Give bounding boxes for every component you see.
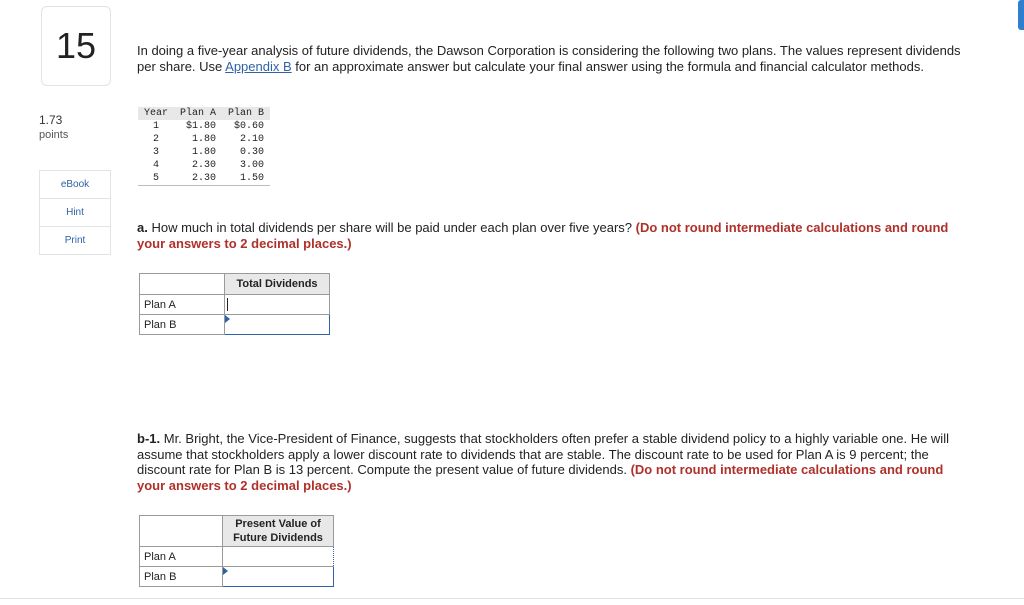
dividend-table-header <box>138 107 270 120</box>
part-a-question <box>137 220 972 251</box>
plan-b-total-cell <box>225 315 330 335</box>
table-row <box>138 146 270 159</box>
part-a-label: a. <box>137 220 148 235</box>
plan-a-cell: 1.80 <box>192 134 217 145</box>
year-cell: 2 <box>153 134 160 145</box>
hint-button[interactable]: Hint <box>40 199 110 227</box>
part-a-instruction: (Do not round intermediate calculations and round your answers to 2 decimal places.) <box>137 220 949 251</box>
question-number: 15 <box>41 6 111 86</box>
year-cell: 1 <box>153 121 160 132</box>
col-year-header: Year <box>138 107 174 120</box>
part-a-text: How much in total dividends per share will be paid under each plan over five years? <box>147 220 636 235</box>
present-value-header-line2: Future Dividends <box>233 532 323 544</box>
plan-b-label: Plan B <box>140 315 225 335</box>
table-row <box>140 315 330 335</box>
plan-a-label: Plan A <box>140 295 225 315</box>
points-label: points <box>39 129 69 141</box>
ebook-button[interactable]: eBook <box>40 171 110 199</box>
bottom-divider <box>0 598 1024 599</box>
plan-b-cell: 3.00 <box>240 160 265 171</box>
intro-text-2: for an approximate answer but calculate your final answer using the formula and financial calculator methods. <box>291 58 924 74</box>
plan-a-cell: 1.80 <box>192 147 217 158</box>
table-row <box>138 159 270 172</box>
plan-a-cell: $1.80 <box>186 121 217 132</box>
plan-b-pv-cell <box>223 567 334 587</box>
part-b1-answer-table <box>139 515 334 587</box>
plan-b-pv-input[interactable] <box>223 567 333 586</box>
year-cell: 5 <box>138 172 174 186</box>
plan-b-cell: 2.10 <box>240 134 265 145</box>
plan-a-pv-input[interactable] <box>223 547 333 566</box>
part-a-answer-table <box>139 273 330 335</box>
answer-flag-icon <box>223 567 228 575</box>
part-b1-text: Mr. Bright, the Vice-President of Finance, suggests that stockholders often prefer a stable dividend policy to a highly variable one. He will assume that stockholders apply a lower discount rate to dividends that are stable. The discount rate to be used for Plan A is 9 percent; the discount rate for Plan B is 13 percent. Compute the present value of future dividends. <box>137 431 949 477</box>
scroll-indicator <box>1018 0 1024 30</box>
part-b1-question <box>137 431 972 493</box>
plan-a-pv-cell <box>223 547 334 567</box>
table-row <box>138 133 270 146</box>
plan-a-total-input[interactable] <box>225 295 329 314</box>
plan-a-total-cell <box>225 295 330 315</box>
plan-b-total-input[interactable] <box>225 315 329 334</box>
year-cell: 3 <box>153 147 160 158</box>
question-intro <box>137 43 977 74</box>
table-row <box>138 172 270 186</box>
plan-b-cell: 0.30 <box>240 147 265 158</box>
total-dividends-header: Total Dividends <box>225 274 330 295</box>
table-corner <box>140 274 225 295</box>
dividend-table <box>138 107 270 186</box>
table-row <box>140 547 334 567</box>
plan-b-cell: 1.50 <box>222 172 270 186</box>
plan-b-label: Plan B <box>140 567 223 587</box>
table-row <box>140 295 330 315</box>
plan-b-cell: $0.60 <box>234 121 265 132</box>
print-button[interactable]: Print <box>64 235 86 246</box>
col-plan-a-header: Plan A <box>174 107 222 120</box>
plan-a-cell: 2.30 <box>174 172 222 186</box>
points-value: 1.73 <box>39 113 63 127</box>
intro-text-1: In doing a five-year analysis of future dividends, the Dawson Corporation is considering the following two plans. The values represent dividends per share. Use <box>137 43 961 74</box>
col-plan-b-header: Plan B <box>222 107 270 120</box>
table-row <box>138 120 270 133</box>
sidebar-tools <box>39 170 111 255</box>
plan-a-cell: 2.30 <box>192 160 217 171</box>
present-value-header <box>223 516 334 547</box>
appendix-b-link[interactable]: Appendix B <box>225 58 292 74</box>
table-corner <box>140 516 223 547</box>
part-b1-label: b-1. <box>137 431 161 446</box>
present-value-header-line1: Present Value of <box>235 518 321 530</box>
plan-a-label: Plan A <box>140 547 223 567</box>
text-cursor <box>227 298 228 311</box>
year-cell: 4 <box>153 160 160 171</box>
part-b1-instruction: (Do not round intermediate calculations and round your answers to 2 decimal places.) <box>137 462 944 493</box>
table-row <box>140 567 334 587</box>
answer-flag-icon <box>225 315 230 323</box>
